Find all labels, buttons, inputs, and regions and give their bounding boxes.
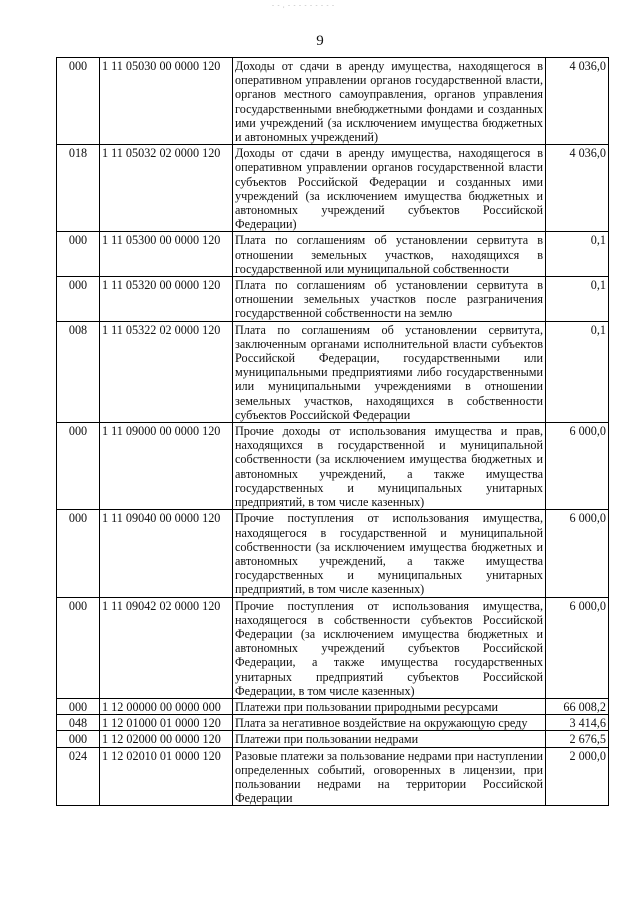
table-row — [57, 698, 609, 714]
revenue-name-cell: Прочие поступления от использования имущества, находящегося в собственности субъектов Российской Федерации (за исключением имущества бюджетных и автономных учреждений субъектов Российской Федерации, а также имущества государственных унитарных предприятий субъектов Российской Федерации, в том числе казенных) — [233, 597, 546, 698]
amount-cell: 6 000,0 — [546, 597, 609, 698]
classification-code-cell: 1 11 09042 02 0000 120 — [100, 597, 233, 698]
classification-code-cell: 1 11 05032 02 0000 120 — [100, 145, 233, 232]
table-row — [57, 597, 609, 698]
admin-code-cell: 000 — [57, 510, 100, 597]
revenue-name-cell: Разовые платежи за пользование недрами при наступлении определенных событий, оговоренных в лицензии, при пользовании недрами на территории Российской Федерации — [233, 747, 546, 806]
table-row — [57, 423, 609, 510]
amount-cell: 66 008,2 — [546, 698, 609, 714]
amount-cell: 0,1 — [546, 277, 609, 322]
admin-code-cell: 048 — [57, 715, 100, 731]
table-row — [57, 510, 609, 597]
admin-code-cell: 000 — [57, 731, 100, 747]
revenue-name-cell: Плата по соглашениям об установлении сервитута в отношении земельных участков, находящихся в государственной или муниципальной собственности — [233, 232, 546, 277]
revenue-table — [56, 57, 609, 806]
admin-code-cell: 008 — [57, 321, 100, 422]
table-row — [57, 731, 609, 747]
amount-cell: 6 000,0 — [546, 423, 609, 510]
revenue-name-cell: Плата за негативное воздействие на окружающую среду — [233, 715, 546, 731]
amount-cell: 2 676,5 — [546, 731, 609, 747]
admin-code-cell: 000 — [57, 423, 100, 510]
classification-code-cell: 1 11 09000 00 0000 120 — [100, 423, 233, 510]
table-row — [57, 715, 609, 731]
admin-code-cell: 000 — [57, 277, 100, 322]
admin-code-cell: 000 — [57, 597, 100, 698]
table-row — [57, 277, 609, 322]
revenue-name-cell: Прочие поступления от использования имущества, находящегося в государственной и муниципальной собственности (за исключением имущества бюджетных и автономных учреждений, а также имущества государственных и муниципальных унитарных предприятий, в том числе казенных) — [233, 510, 546, 597]
classification-code-cell: 1 12 01000 01 0000 120 — [100, 715, 233, 731]
amount-cell: 4 036,0 — [546, 145, 609, 232]
scan-header-mark: - - , - - - - - - - - - — [272, 3, 335, 9]
classification-code-cell: 1 11 09040 00 0000 120 — [100, 510, 233, 597]
classification-code-cell: 1 12 00000 00 0000 000 — [100, 698, 233, 714]
admin-code-cell: 000 — [57, 698, 100, 714]
revenue-name-cell: Доходы от сдачи в аренду имущества, находящегося в оперативном управлении органов государственной власти субъектов Российской Федерации и созданных ими учреждений (за исключением имущества бюджетных и автономных учреждений субъектов Российской Федерации) — [233, 145, 546, 232]
revenue-name-cell: Доходы от сдачи в аренду имущества, находящегося в оперативном управлении органов государственной власти, органов местного самоуправления, органов управления государственными внебюджетными фондами и созданных ими учреждений (за исключением имущества бюджетных и автономных учреждений) — [233, 58, 546, 145]
table-row — [57, 232, 609, 277]
admin-code-cell: 024 — [57, 747, 100, 806]
amount-cell: 3 414,6 — [546, 715, 609, 731]
revenue-name-cell: Прочие доходы от использования имущества и прав, находящихся в государственной и муниципальной собственности (за исключением имущества бюджетных и автономных учреждений, а также имущества государственных и муниципальных унитарных предприятий, в том числе казенных) — [233, 423, 546, 510]
revenue-name-cell: Плата по соглашениям об установлении сервитута, заключенным органами исполнительной власти субъектов Российской Федерации, государственными или муниципальными предприятиями либо государственными или муниципальными учреждениями в отношении земельных участков, находящихся в собственности субъектов Российской Федерации — [233, 321, 546, 422]
amount-cell: 4 036,0 — [546, 58, 609, 145]
amount-cell: 0,1 — [546, 321, 609, 422]
admin-code-cell: 018 — [57, 145, 100, 232]
classification-code-cell: 1 11 05030 00 0000 120 — [100, 58, 233, 145]
amount-cell: 6 000,0 — [546, 510, 609, 597]
table-row — [57, 321, 609, 422]
admin-code-cell: 000 — [57, 58, 100, 145]
revenue-name-cell: Платежи при пользовании недрами — [233, 731, 546, 747]
amount-cell: 2 000,0 — [546, 747, 609, 806]
table-row — [57, 145, 609, 232]
table-row — [57, 58, 609, 145]
page-number: 9 — [316, 33, 324, 49]
revenue-name-cell: Плата по соглашениям об установлении сервитута в отношении земельных участков после разграничения государственной собственности на землю — [233, 277, 546, 322]
classification-code-cell: 1 12 02000 00 0000 120 — [100, 731, 233, 747]
classification-code-cell: 1 11 05322 02 0000 120 — [100, 321, 233, 422]
table-row — [57, 747, 609, 806]
classification-code-cell: 1 11 05320 00 0000 120 — [100, 277, 233, 322]
classification-code-cell: 1 11 05300 00 0000 120 — [100, 232, 233, 277]
admin-code-cell: 000 — [57, 232, 100, 277]
classification-code-cell: 1 12 02010 01 0000 120 — [100, 747, 233, 806]
amount-cell: 0,1 — [546, 232, 609, 277]
revenue-name-cell: Платежи при пользовании природными ресурсами — [233, 698, 546, 714]
